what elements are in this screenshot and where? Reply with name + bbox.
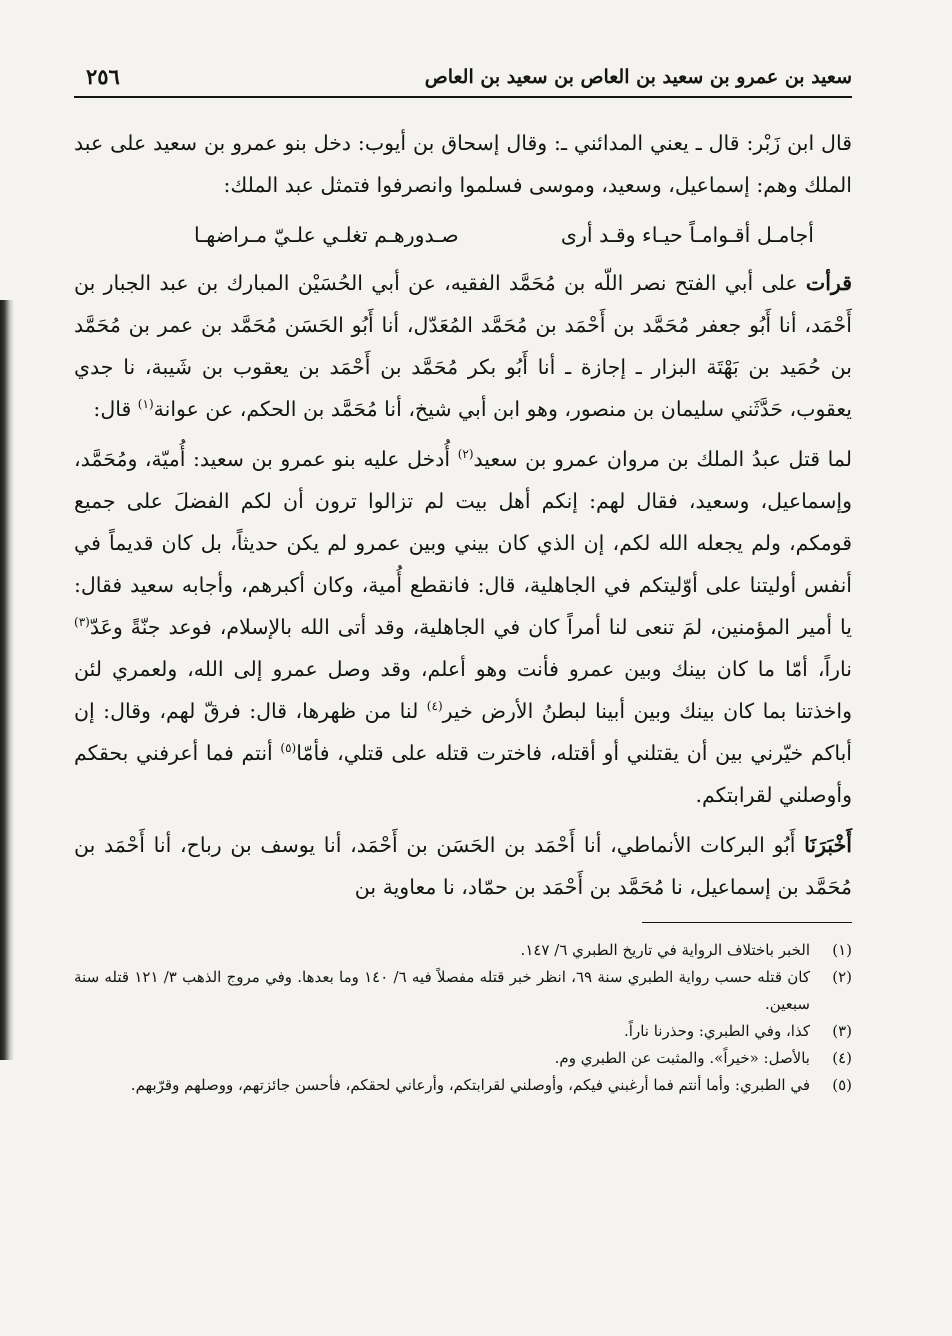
footnote-number: (٢) xyxy=(832,968,852,986)
footnote-number: (٥) xyxy=(832,1076,852,1094)
footnote-ref-4[interactable]: (٤) xyxy=(426,699,443,714)
footnote-3 xyxy=(74,1018,852,1045)
paragraph-3-text-c: ناراً، أمّا ما كان بينك وبين عمرو فأنت وهو أعلم، وقد وصل عمرو إلى الله، ولعمري لئن واخذتنا بما كان بينك وبين أبينا لبطنُ الأرض خير xyxy=(74,657,852,723)
paragraph-4 xyxy=(74,824,852,908)
footnote-2 xyxy=(74,964,852,1018)
book-page xyxy=(74,58,852,1298)
footnote-text: الخبر باختلاف الرواية في تاريخ الطبري ٦/ ١٤٧. xyxy=(520,941,810,959)
paragraph-3-text-e: أنتم فما أعرفني بحقكم وأوصلني لقرابتكم. xyxy=(74,741,852,807)
scan-edge-shadow xyxy=(0,300,14,1060)
running-header xyxy=(74,58,852,98)
footnotes xyxy=(74,937,852,1099)
main-text xyxy=(74,122,852,908)
footnote-5 xyxy=(74,1072,852,1099)
footnote-number: (٤) xyxy=(832,1049,852,1067)
page-number: ٢٥٦ xyxy=(86,64,120,89)
footnote-ref-1[interactable]: (١) xyxy=(137,397,154,412)
running-title: سعيد بن عمرو بن سعيد بن العاص بن سعيد بن العاص xyxy=(424,66,852,88)
footnote-text: كان قتله حسب رواية الطبري سنة ٦٩، انظر خبر قتله مفصلاً فيه ٦/ ١٤٠ وما بعدها. وفي مروج الذهب ٣/ ١٢١ قتله سنة سبعين. xyxy=(74,968,810,1013)
footnote-ref-2[interactable]: (٢) xyxy=(457,447,474,462)
paragraph-3 xyxy=(74,438,852,816)
paragraph-4-lead: أَخْبَرَنَا xyxy=(804,833,852,857)
footnote-1 xyxy=(74,937,852,964)
paragraph-2 xyxy=(74,262,852,430)
footnote-text: في الطبري: وأما أنتم فما أرغبني فيكم، وأوصلني لقرابتكم، وأرعاني لحقكم، فأحسن جائزتهم، ووصلهم وقرّبهم. xyxy=(130,1076,810,1094)
paragraph-2-text-b: قال: xyxy=(93,397,138,421)
paragraph-1: قال ابن زَبْر: قال ـ يعني المدائني ـ: وقال إسحاق بن أيوب: دخل بنو عمرو بن سعيد على عبد الملك وهم: إسماعيل، وسعيد، وموسى فسلموا وانصرفوا فتمثل عبد الملك: xyxy=(74,131,852,197)
footnote-text: بالأصل: «خيراً». والمثبت عن الطبري وم. xyxy=(554,1049,810,1067)
paragraph-2-lead: قرأت xyxy=(805,271,852,295)
footnote-number: (١) xyxy=(832,941,852,959)
footnote-ref-3[interactable]: (٣) xyxy=(74,615,90,630)
verse-hemistich-2: صـدورهـم تغلـي علـيّ مـراضهـا xyxy=(194,223,459,247)
paragraph-4-text: أَبُو البركات الأنماطي، أنا أَحْمَد بن الحَسَن بن أَحْمَد، أنا يوسف بن رباح، أنا أَحْمَد بن مُحَمَّد بن إسماعيل، نا مُحَمَّد بن أَحْمَد بن حمّاد، نا معاوية بن xyxy=(74,833,852,899)
paragraph-3-text-b: أُدخل عليه بنو عمرو بن سعيد: أُميّة، ومُحَمَّد، وإسماعيل، وسعيد، فقال لهم: إنكم أهل بيت لم تزالوا ترون أن لكم الفضلَ على جميع قومكم، ولم يجعله الله لكم، إن الذي كان بيني وبين عمرو لم يكن حديثاً، بل كان قديماً في أنفس أوليتنا على أوّليتكم في الجاهلية، قال: فانقطع أُمية، وكان أكبرهم، وأجابه سعيد فقال: يا أمير المؤمنين، لمَ تنعى لنا أمراً كان في الجاهلية، وقد أتى الله بالإسلام، فوعد جنّةً وعَدّ xyxy=(74,447,852,639)
poetry-verse xyxy=(74,214,852,256)
footnote-separator xyxy=(642,922,852,923)
verse-hemistich-1: أجامـل أقـوامـاً حيـاء وقـد أرى xyxy=(560,223,814,247)
paragraph-2-text-a: على أبي الفتح نصر اللّه بن مُحَمَّد الفقيه، عن أبي الحُسَيْن المبارك بن عبد الجبار بن أَحْمَد، أنا أَبُو جعفر مُحَمَّد بن أَحْمَد بن مُحَمَّد المُعَدّل، أنا أَبُو الحَسَن مُحَمَّد بن عمر بن مُحَمَّد بن حُمَيد بن بَهْتَة البزار ـ إجازة ـ أنا أَبُو بكر مُحَمَّد بن أَحْمَد بن يعقوب بن شَيبة، نا جدي يعقوب، حَدَّثَني سليمان بن منصور، وهو ابن أبي شيخ، أنا مُحَمَّد بن الحكم، عن عوانة xyxy=(74,271,852,421)
footnote-text: كذا، وفي الطبري: وحذرنا ناراً. xyxy=(624,1022,810,1040)
footnote-ref-5[interactable]: (٥) xyxy=(280,741,297,756)
footnote-number: (٣) xyxy=(832,1022,852,1040)
footnote-4 xyxy=(74,1045,852,1072)
paragraph-3-text-a: لما قتل عبدُ الملك بن مروان عمرو بن سعيد xyxy=(473,447,852,471)
paragraph-3-text-d: لنا من ظهرها، قال: فرقّ لهم، وقال: إن أباكم خيّرني بين أن يقتلني أو أقتله، فاخترت قتله على قتلي، فأمّا xyxy=(74,699,853,765)
